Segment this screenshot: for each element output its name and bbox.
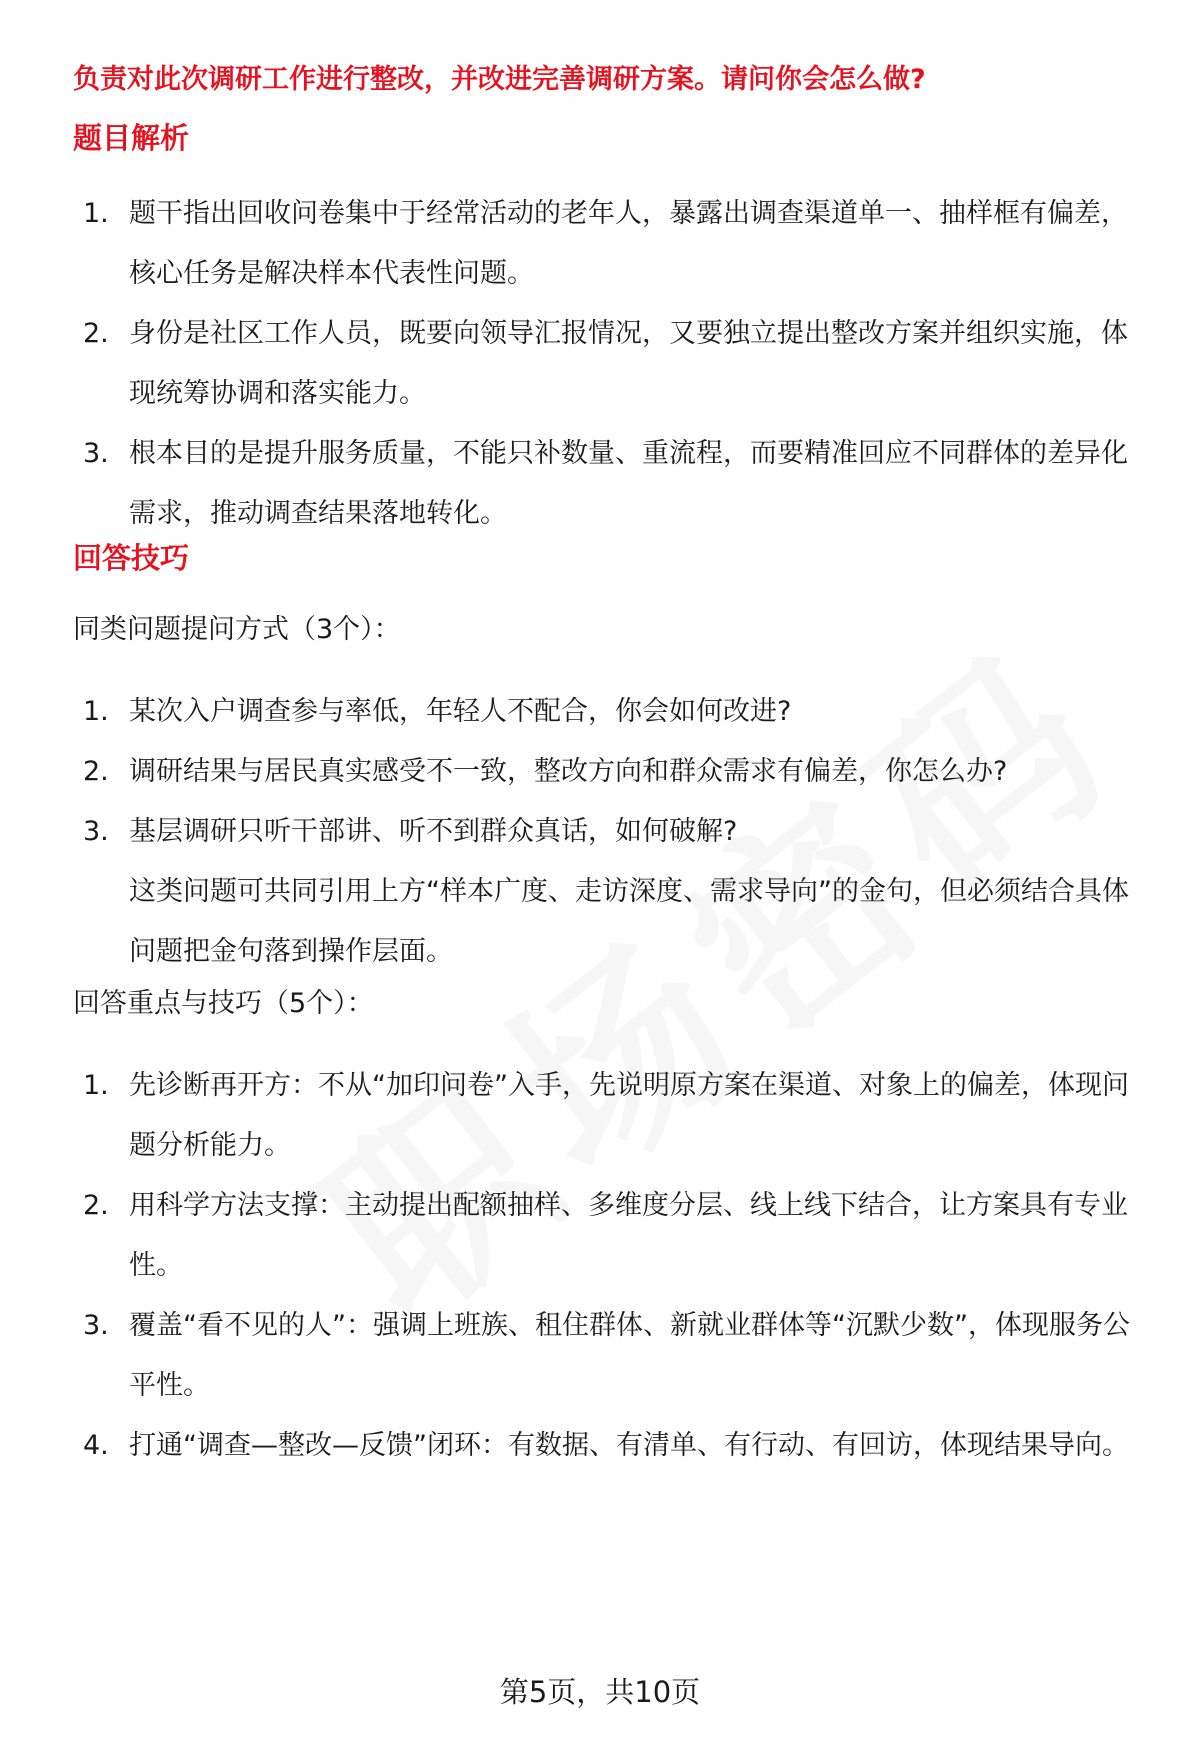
list-number: 2. — [83, 318, 109, 349]
list-text: 先诊断再开方：不从“加印问卷”入手，先说明原方案在渠道、对象上的偏差，体现问题分析能力。 — [129, 1070, 1129, 1161]
list-text: 用科学方法支撑：主动提出配额抽样、多维度分层、线上线下结合，让方案具有专业性。 — [129, 1190, 1128, 1281]
list-number: 1. — [83, 1070, 109, 1101]
list-number: 3. — [83, 816, 109, 847]
list-number: 2. — [83, 756, 109, 787]
list-item — [73, 1056, 1148, 1176]
list-text: 某次入户调查参与率低，年轻人不配合，你会如何改进? — [129, 696, 792, 727]
page-footer: 第5页，共10页 — [499, 1675, 701, 1709]
list-item — [73, 1296, 1148, 1416]
list-item — [73, 304, 1148, 424]
list-text: 调研结果与居民真实感受不一致，整改方向和群众需求有偏差，你怎么办? — [129, 756, 1008, 787]
similar-questions-note: 这类问题可共同引用上方“样本广度、走访深度、需求导向”的金句，但必须结合具体问题把金句落到操作层面。 — [129, 876, 1129, 967]
list-number: 1. — [83, 198, 109, 229]
list-number: 3. — [83, 1310, 109, 1341]
key-points-intro: 回答重点与技巧（5个）： — [73, 988, 374, 1019]
key-points-list — [73, 1056, 1148, 1476]
list-item — [73, 424, 1148, 544]
similar-questions-intro: 同类问题提问方式（3个）： — [73, 614, 401, 645]
list-text: 基层调研只听干部讲、听不到群众真话，如何破解? — [129, 816, 738, 847]
list-number: 4. — [83, 1430, 109, 1461]
list-text: 身份是社区工作人员，既要向领导汇报情况，又要独立提出整改方案并组织实施，体现统筹协调和落实能力。 — [129, 318, 1128, 409]
list-item — [73, 682, 1148, 742]
tips-heading: 回答技巧 — [73, 541, 190, 575]
list-number: 1. — [83, 696, 109, 727]
list-item — [73, 742, 1148, 802]
list-item — [73, 802, 1148, 982]
list-text: 覆盖“看不见的人”：强调上班族、租住群体、新就业群体等“沉默少数”，体现服务公平性。 — [129, 1310, 1130, 1401]
list-text: 打通“调查—整改—反馈”闭环：有数据、有清单、有行动、有回访，体现结果导向。 — [129, 1430, 1129, 1461]
list-text: 题干指出回收问卷集中于经常活动的老年人，暴露出调查渠道单一、抽样框有偏差，核心任务是解决样本代表性问题。 — [129, 198, 1128, 289]
list-number: 2. — [83, 1190, 109, 1221]
analysis-list — [73, 184, 1148, 544]
question-title: 负责对此次调研工作进行整改，并改进完善调研方案。请问你会怎么做? — [73, 64, 926, 95]
list-text: 根本目的是提升服务质量，不能只补数量、重流程，而要精准回应不同群体的差异化需求，推动调查结果落地转化。 — [129, 438, 1128, 529]
list-number: 3. — [83, 438, 109, 469]
list-item — [73, 1416, 1148, 1476]
analysis-heading: 题目解析 — [73, 121, 190, 155]
similar-questions-list — [73, 682, 1148, 982]
list-item — [73, 1176, 1148, 1296]
list-item — [73, 184, 1148, 304]
